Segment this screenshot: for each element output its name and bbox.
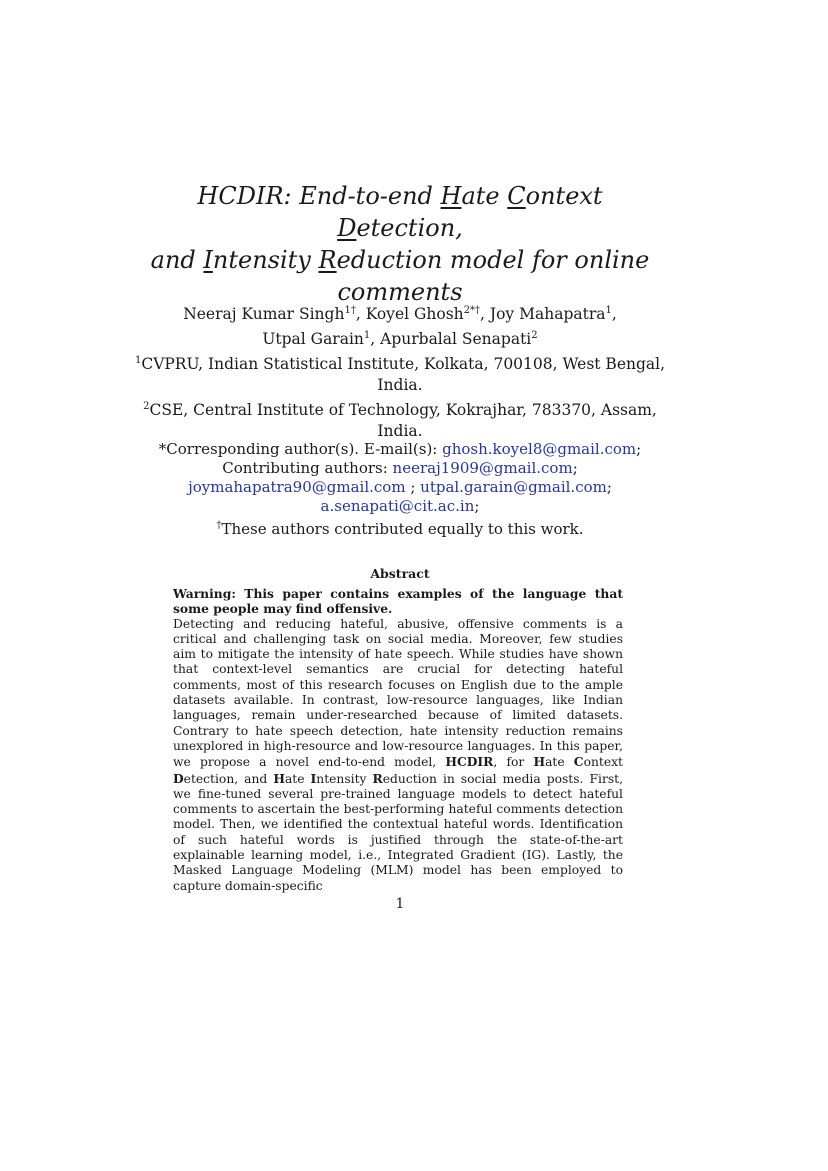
paper-title <box>150 180 650 308</box>
abstract-text-span: Detecting and reducing hateful, abusive, offensive comments is a critical and challenging task on social media. Moreover, few studies aim to mitigate the intensity of hate speech. While studies have shown that context-level semantics are crucial for detecting hateful comments, most of this research focuses on English due to the ample datasets available. In contrast, low-resource languages, like Indian languages, remain under-researched because of limited datasets. Contrary to hate speech detection, hate intensity reduction remains unexplored in high-resource and low-resource languages. In this paper, we propose a novel end-to-end model, <box>173 616 623 770</box>
affiliation-text: CVPRU, Indian Statistical Institute, Kolkata, 700108, West Bengal, India. <box>141 355 666 395</box>
title-text: eduction model for online <box>336 246 650 274</box>
acronym-letter: I <box>310 770 317 786</box>
author-superscript: 1† <box>344 305 356 316</box>
title-text: comments <box>337 278 463 306</box>
abstract-text-span: eduction <box>382 771 437 786</box>
equal-contribution-note <box>150 516 650 539</box>
acronym-letter: H <box>273 770 285 786</box>
acronym-letter: R <box>372 770 383 786</box>
acronym-letter: C <box>573 754 584 770</box>
abstract-text-span: ate <box>545 755 574 770</box>
abstract-text-span: , for <box>493 755 534 770</box>
abstract-text-span: ate <box>284 771 311 786</box>
abstract-text-span: ontext <box>583 755 623 770</box>
author-superscript: 2*† <box>463 305 481 316</box>
title-underlined-letter: H <box>440 182 462 210</box>
title-text: etection, <box>356 214 463 242</box>
author-separator: , <box>611 305 617 324</box>
author-name: Neeraj Kumar Singh <box>183 305 345 324</box>
equal-contribution-text: These authors contributed equally to this work. <box>221 520 584 538</box>
correspondence-block <box>150 440 650 539</box>
title-text: and <box>150 246 204 274</box>
author-superscript: 1 <box>605 305 612 316</box>
abstract-text-span: in social media posts. First, we fine-tuned several pre-trained language models to detect hateful comments to ascertain the best-performing hateful comments detection model. Then, we identified the contextual hateful words. Identification of such hateful words is justified through the state-of-the-art explainable learning model, i.e., Integrated Gradient (IG). Lastly, the Masked Language Modeling (MLM) model has been employed to capture domain-specific <box>173 771 623 893</box>
email-link[interactable]: neeraj1909@gmail.com <box>392 459 573 477</box>
title-text: HCDIR: End-to-end <box>197 182 441 210</box>
title-underlined-letter: C <box>507 182 526 210</box>
contributing-authors-line: a.senapati@cit.ac.in; <box>320 497 480 515</box>
abstract-text <box>173 617 623 894</box>
dagger-symbol: † <box>216 520 222 531</box>
affiliation-text: CSE, Central Institute of Technology, Kokrajhar, 783370, Assam, India. <box>149 401 657 441</box>
author-separator: , <box>370 330 381 349</box>
author-separator: , <box>480 305 490 324</box>
page-number: 1 <box>395 896 405 912</box>
title-text: ontext <box>525 182 603 210</box>
model-name: HCDIR <box>445 754 494 770</box>
contributing-authors-line: Contributing authors: neeraj1909@gmail.com; <box>222 459 578 477</box>
acronym-letter: H <box>533 754 546 770</box>
corresponding-label: *Corresponding author(s). E-mail(s): <box>158 440 443 458</box>
title-underlined-letter: R <box>318 246 337 274</box>
contributing-label: Contributing authors: <box>222 459 393 477</box>
author-separator: , <box>355 305 366 324</box>
corresponding-author-line: *Corresponding author(s). E-mail(s): ghosh.koyel8@gmail.com; <box>158 440 642 458</box>
abstract-heading: Abstract <box>370 566 430 581</box>
abstract-body <box>173 586 623 894</box>
author-name: Utpal Garain <box>262 330 364 349</box>
author-name: Koyel Ghosh <box>365 305 464 324</box>
affiliation-superscript: 1 <box>134 355 142 366</box>
title-underlined-letter: I <box>203 246 213 274</box>
title-underlined-letter: D <box>337 214 357 242</box>
abstract-text-span: ntensity <box>316 771 367 786</box>
email-link[interactable]: a.senapati@cit.ac.in <box>320 497 475 515</box>
author-superscript: 2 <box>531 330 538 342</box>
abstract-warning: Warning: This paper contains examples of the language that some people may find offensive. <box>173 586 623 617</box>
title-text: ntensity <box>212 246 319 274</box>
email-link[interactable]: joymahapatra90@gmail.com <box>188 478 406 496</box>
author-list <box>150 300 650 350</box>
affiliation-list <box>130 350 670 442</box>
corresponding-email-link[interactable]: ghosh.koyel8@gmail.com <box>442 440 637 458</box>
title-text: ate <box>461 182 508 210</box>
abstract-text-span: etection, and <box>183 771 274 786</box>
author-superscript: 1 <box>363 330 371 342</box>
email-link[interactable]: utpal.garain@gmail.com <box>420 478 607 496</box>
affiliation <box>130 350 670 396</box>
author-name: Apurbalal Senapati <box>380 330 532 349</box>
contributing-authors-line: joymahapatra90@gmail.com ; utpal.garain@gmail.com; <box>188 478 612 496</box>
affiliation-superscript: 2 <box>143 401 150 413</box>
acronym-letter: D <box>173 770 184 786</box>
author-name: Joy Mahapatra <box>489 305 606 324</box>
affiliation <box>130 396 670 442</box>
